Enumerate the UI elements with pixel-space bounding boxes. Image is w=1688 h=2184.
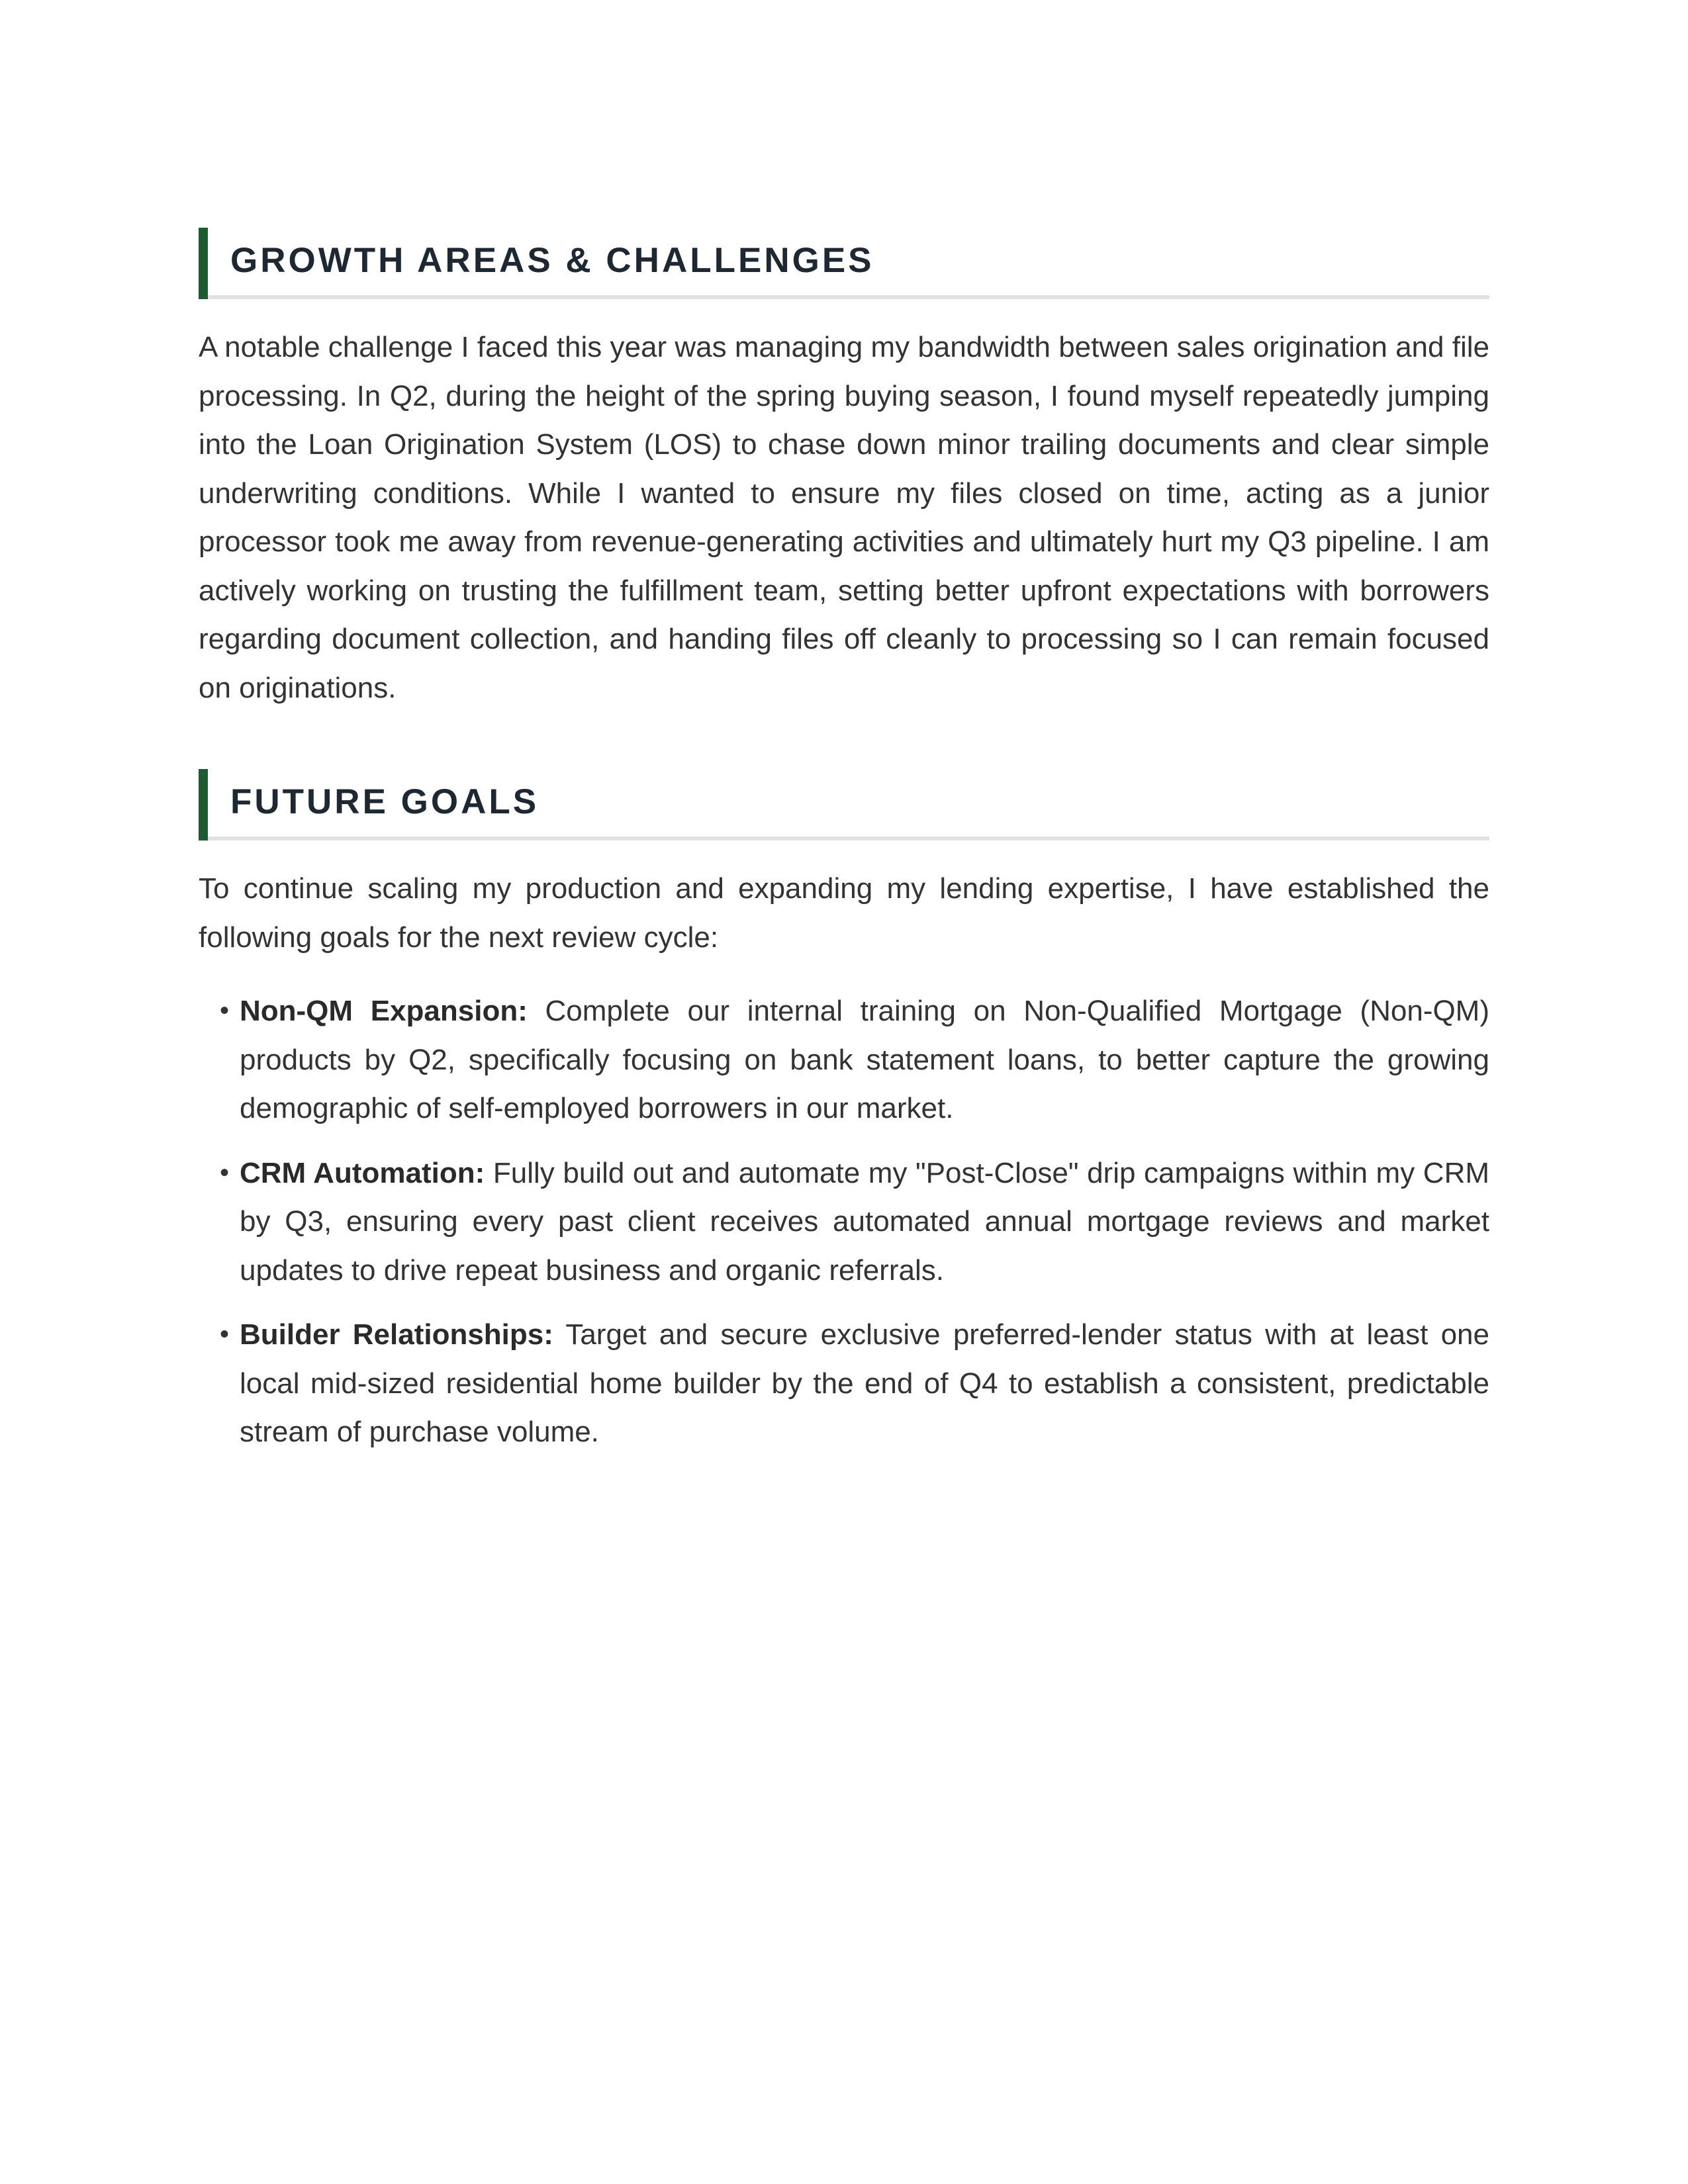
goals-intro-paragraph: To continue scaling my production and expanding my lending expertise, I have established the following goals for the next review cycle:	[199, 872, 1489, 954]
bullet-icon: •	[220, 996, 230, 1025]
growth-paragraph: A notable challenge I faced this year was managing my bandwidth between sales origination and file processing. In Q2, during the height of the spring buying season, I found myself repeatedly jumping into the Loan Origination System (LOS) to chase down minor trailing documents and clear simple underwriting conditions. While I wanted to ensure my files closed on time, acting as a junior processor took me away from revenue-generating activities and ultimately hurt my Q3 pipeline. I am actively working on trusting the fulfillment team, setting better upfront expectations with borrowers regarding document collection, and handing files off cleanly to processing so I can remain focused on originations.	[199, 331, 1489, 704]
goal-text: Fully build out and automate my "Post-Close" drip campaigns within my CRM by Q3, ensuring every past client receives automated annual mortgage reviews and market updates to drive repeat business and organic referrals.	[240, 1156, 1490, 1287]
growth-section-heading	[199, 228, 1489, 299]
goal-text: Target and secure exclusive preferred-lender status with at least one local mid-sized residential home builder by the end of Q4 to establish a consistent, predictable stream of purchase volume.	[240, 1318, 1489, 1448]
goals-list	[199, 987, 1489, 1457]
goal-label: Non-QM Expansion:	[240, 995, 528, 1027]
goal-label: CRM Automation:	[240, 1156, 485, 1189]
goal-text: Complete our internal training on Non-Qualified Mortgage (Non-QM) products by Q2, specifically focusing on bank statement loans, to better capture the growing demographic of self-employed borrowers in our market.	[240, 995, 1489, 1124]
goal-item	[220, 1310, 1489, 1457]
bullet-icon: •	[220, 1158, 230, 1187]
goal-item	[220, 987, 1489, 1133]
goals-heading-text: FUTURE GOALS	[230, 782, 539, 821]
goal-label: Builder Relationships:	[240, 1318, 553, 1351]
bullet-icon: •	[220, 1320, 230, 1349]
goal-item	[220, 1149, 1490, 1295]
goals-section-heading	[199, 769, 1489, 841]
growth-heading-text: GROWTH AREAS & CHALLENGES	[230, 240, 874, 280]
document-page	[199, 228, 1489, 1473]
